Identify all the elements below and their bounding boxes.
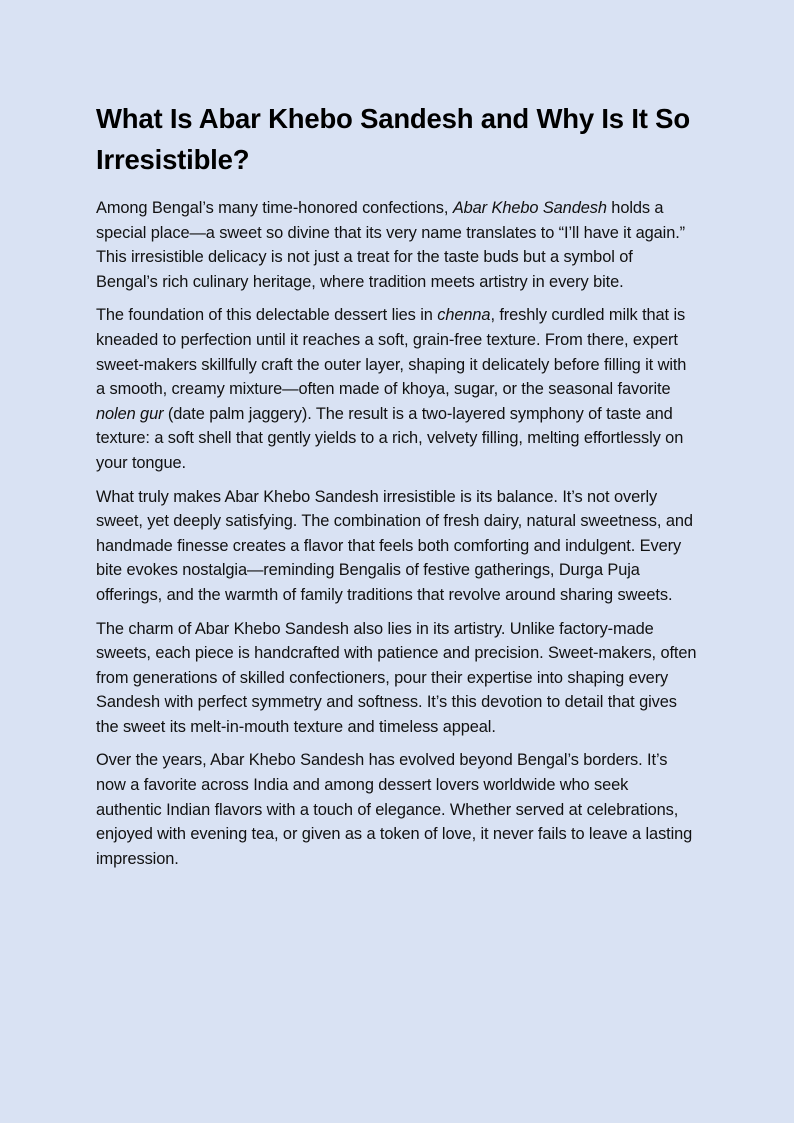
emphasis-nolen-gur: nolen gur xyxy=(96,404,164,423)
paragraph-text: (date palm jaggery). The result is a two-layered symphony of taste and texture: a soft shell that gently yields to a rich, velvety filling, melting effortlessly on your tongue. xyxy=(96,404,684,472)
paragraph-intro xyxy=(96,196,698,294)
paragraph-text: The foundation of this delectable dessert lies in xyxy=(96,306,438,325)
paragraph-balance: What truly makes Abar Khebo Sandesh irresistible is its balance. It’s not overly sweet, yet deeply satisfying. The combination of fresh dairy, natural sweetness, and handmade finesse creates a flavor that feels both comforting and indulgent. Every bite evokes nostalgia—reminding Bengalis of festive gatherings, Durga Puja offerings, and the warmth of family traditions that revolve around sharing sweets. xyxy=(96,487,693,604)
paragraph-text: Among Bengal’s many time-honored confections, xyxy=(96,199,453,217)
emphasis-sweet-name: Abar Khebo Sandesh xyxy=(452,199,607,217)
paragraph-evolution: Over the years, Abar Khebo Sandesh has evolved beyond Bengal’s borders. It’s now a favorite across India and among dessert lovers worldwide who seek authentic Indian flavors with a touch of elegance. Whether served at celebrations, enjoyed with evening tea, or given as a token of love, it never fails to leave a lasting impression. xyxy=(96,751,693,868)
paragraph-text: holds a special place—a sweet so divine that its very name translates to “I’ll have it again.” This irresistible delicacy is not just a treat for the taste buds but a symbol of Bengal’s rich culinary heritage, where tradition meets artistry in every bite. xyxy=(96,199,686,291)
paragraph-text: , freshly curdled milk that is kneaded to perfection until it reaches a soft, grain-free texture. From there, expert sweet-makers skillfully craft the outer layer, shaping it delicately before filling it with a smooth, creamy mixture—often made of khoya, sugar, or the seasonal favorite xyxy=(96,306,687,399)
paragraph-foundation xyxy=(96,303,698,475)
article-title: What Is Abar Khebo Sandesh and Why Is It So Irresistible? xyxy=(96,103,690,175)
emphasis-chenna: chenna xyxy=(437,306,491,325)
paragraph-artistry: The charm of Abar Khebo Sandesh also lies in its artistry. Unlike factory-made sweets, each piece is handcrafted with patience and precision. Sweet-makers, often from generations of skilled confectioners, pour their expertise into shaping every Sandesh with perfect symmetry and softness. It’s this devotion to detail that gives the sweet its melt-in-mouth texture and timeless appeal. xyxy=(96,619,697,736)
